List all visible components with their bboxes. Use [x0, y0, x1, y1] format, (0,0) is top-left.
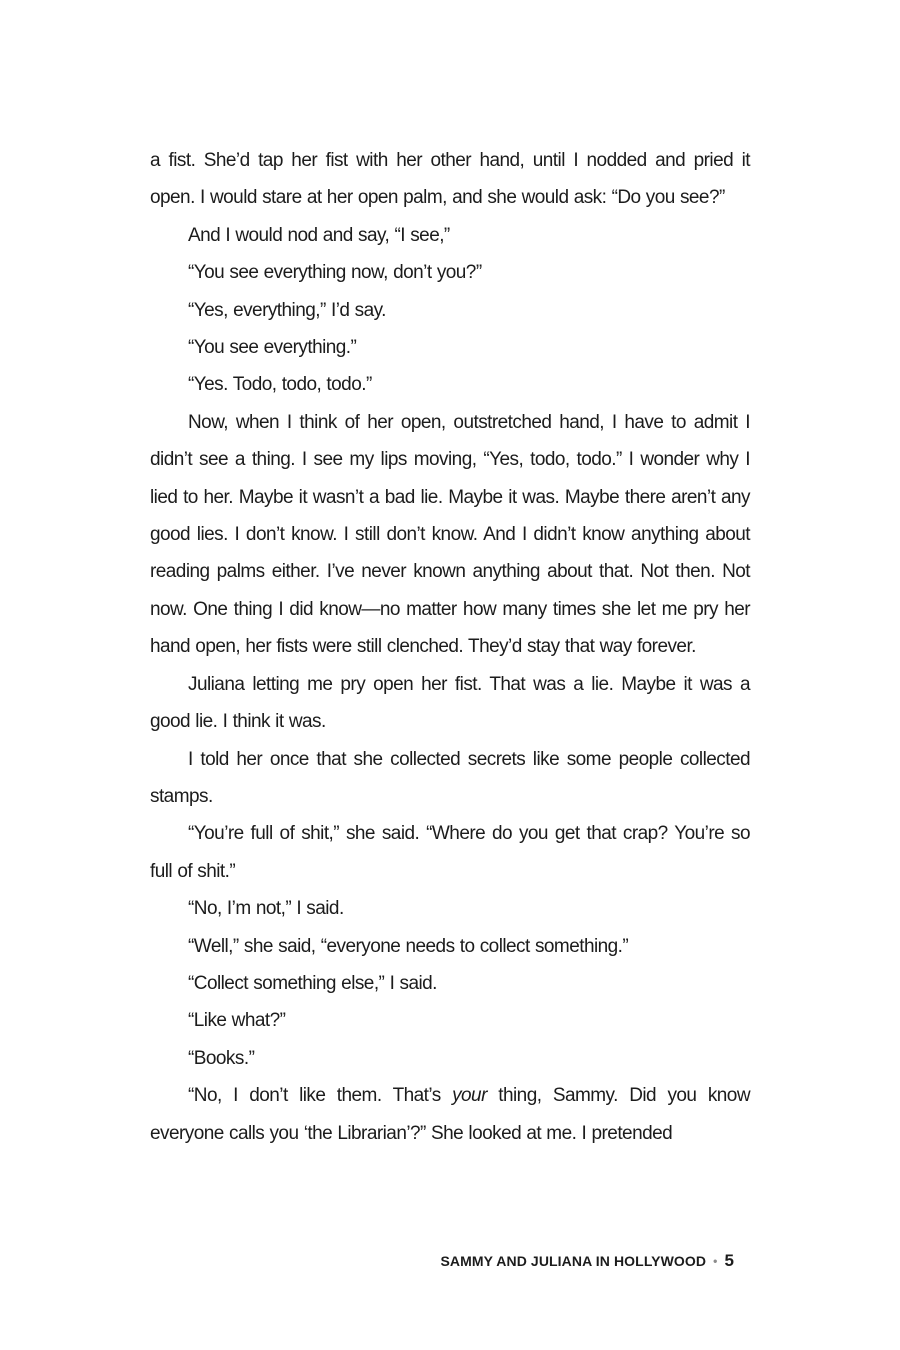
paragraph: “No, I’m not,” I said. [188, 898, 344, 920]
paragraph: I told her once that she collected secrets like some people collected stamps. [150, 748, 750, 807]
book-title: SAMMY AND JULIANA IN HOLLYWOOD [440, 1253, 707, 1269]
paragraph: “Like what?” [188, 1010, 286, 1032]
running-footer [440, 1251, 734, 1271]
paragraph: “Yes, everything,” I’d say. [188, 299, 386, 321]
paragraph: a fist. She’d tap her fist with her other hand, until I nodded and pried it open. I would stare at her open palm, and she would ask: “Do you see?” [150, 150, 750, 209]
paragraph-text: “No, I don’t like them. That’s [188, 1085, 453, 1107]
paragraph: Juliana letting me pry open her fist. That was a lie. Maybe it was a good lie. I think it was. [150, 673, 750, 733]
paragraph: “Yes. Todo, todo, todo.” [188, 374, 372, 396]
paragraph: And I would nod and say, “I see,” [188, 224, 450, 246]
paragraph: “Well,” she said, “everyone needs to collect something.” [188, 935, 629, 957]
paragraph-text: thing, Sammy. Did you know everyone calls you ‘the Librarian’?” She looked at me. I pretended [150, 1085, 750, 1144]
paragraph: “You’re full of shit,” she said. “Where do you get that crap? You’re so full of shit.” [150, 823, 750, 882]
paragraph [150, 1077, 750, 1152]
body-text [150, 142, 750, 1152]
italic-text: your [452, 1085, 487, 1107]
paragraph: Now, when I think of her open, outstretched hand, I have to admit I didn’t see a thing. I see my lips moving, “Yes, todo, todo.” I wonder why I lied to her. Maybe it wasn’t a bad lie. Maybe it was. Maybe there aren’t any good lies. I don’t know. I still don’t know. And I didn’t know anything about reading palms either. I’ve never known anything about that. Not then. Not now. One thing I did know—no matter how many times she let me pry her hand open, her fists were still clenched. They’d stay that way forever. [150, 411, 750, 658]
bullet-separator: • [713, 1254, 718, 1268]
paragraph: “You see everything.” [188, 337, 357, 359]
paragraph: “You see everything now, don’t you?” [188, 262, 482, 284]
paragraph: “Collect something else,” I said. [188, 972, 437, 994]
page-number: 5 [724, 1251, 734, 1270]
paragraph: “Books.” [188, 1047, 255, 1069]
